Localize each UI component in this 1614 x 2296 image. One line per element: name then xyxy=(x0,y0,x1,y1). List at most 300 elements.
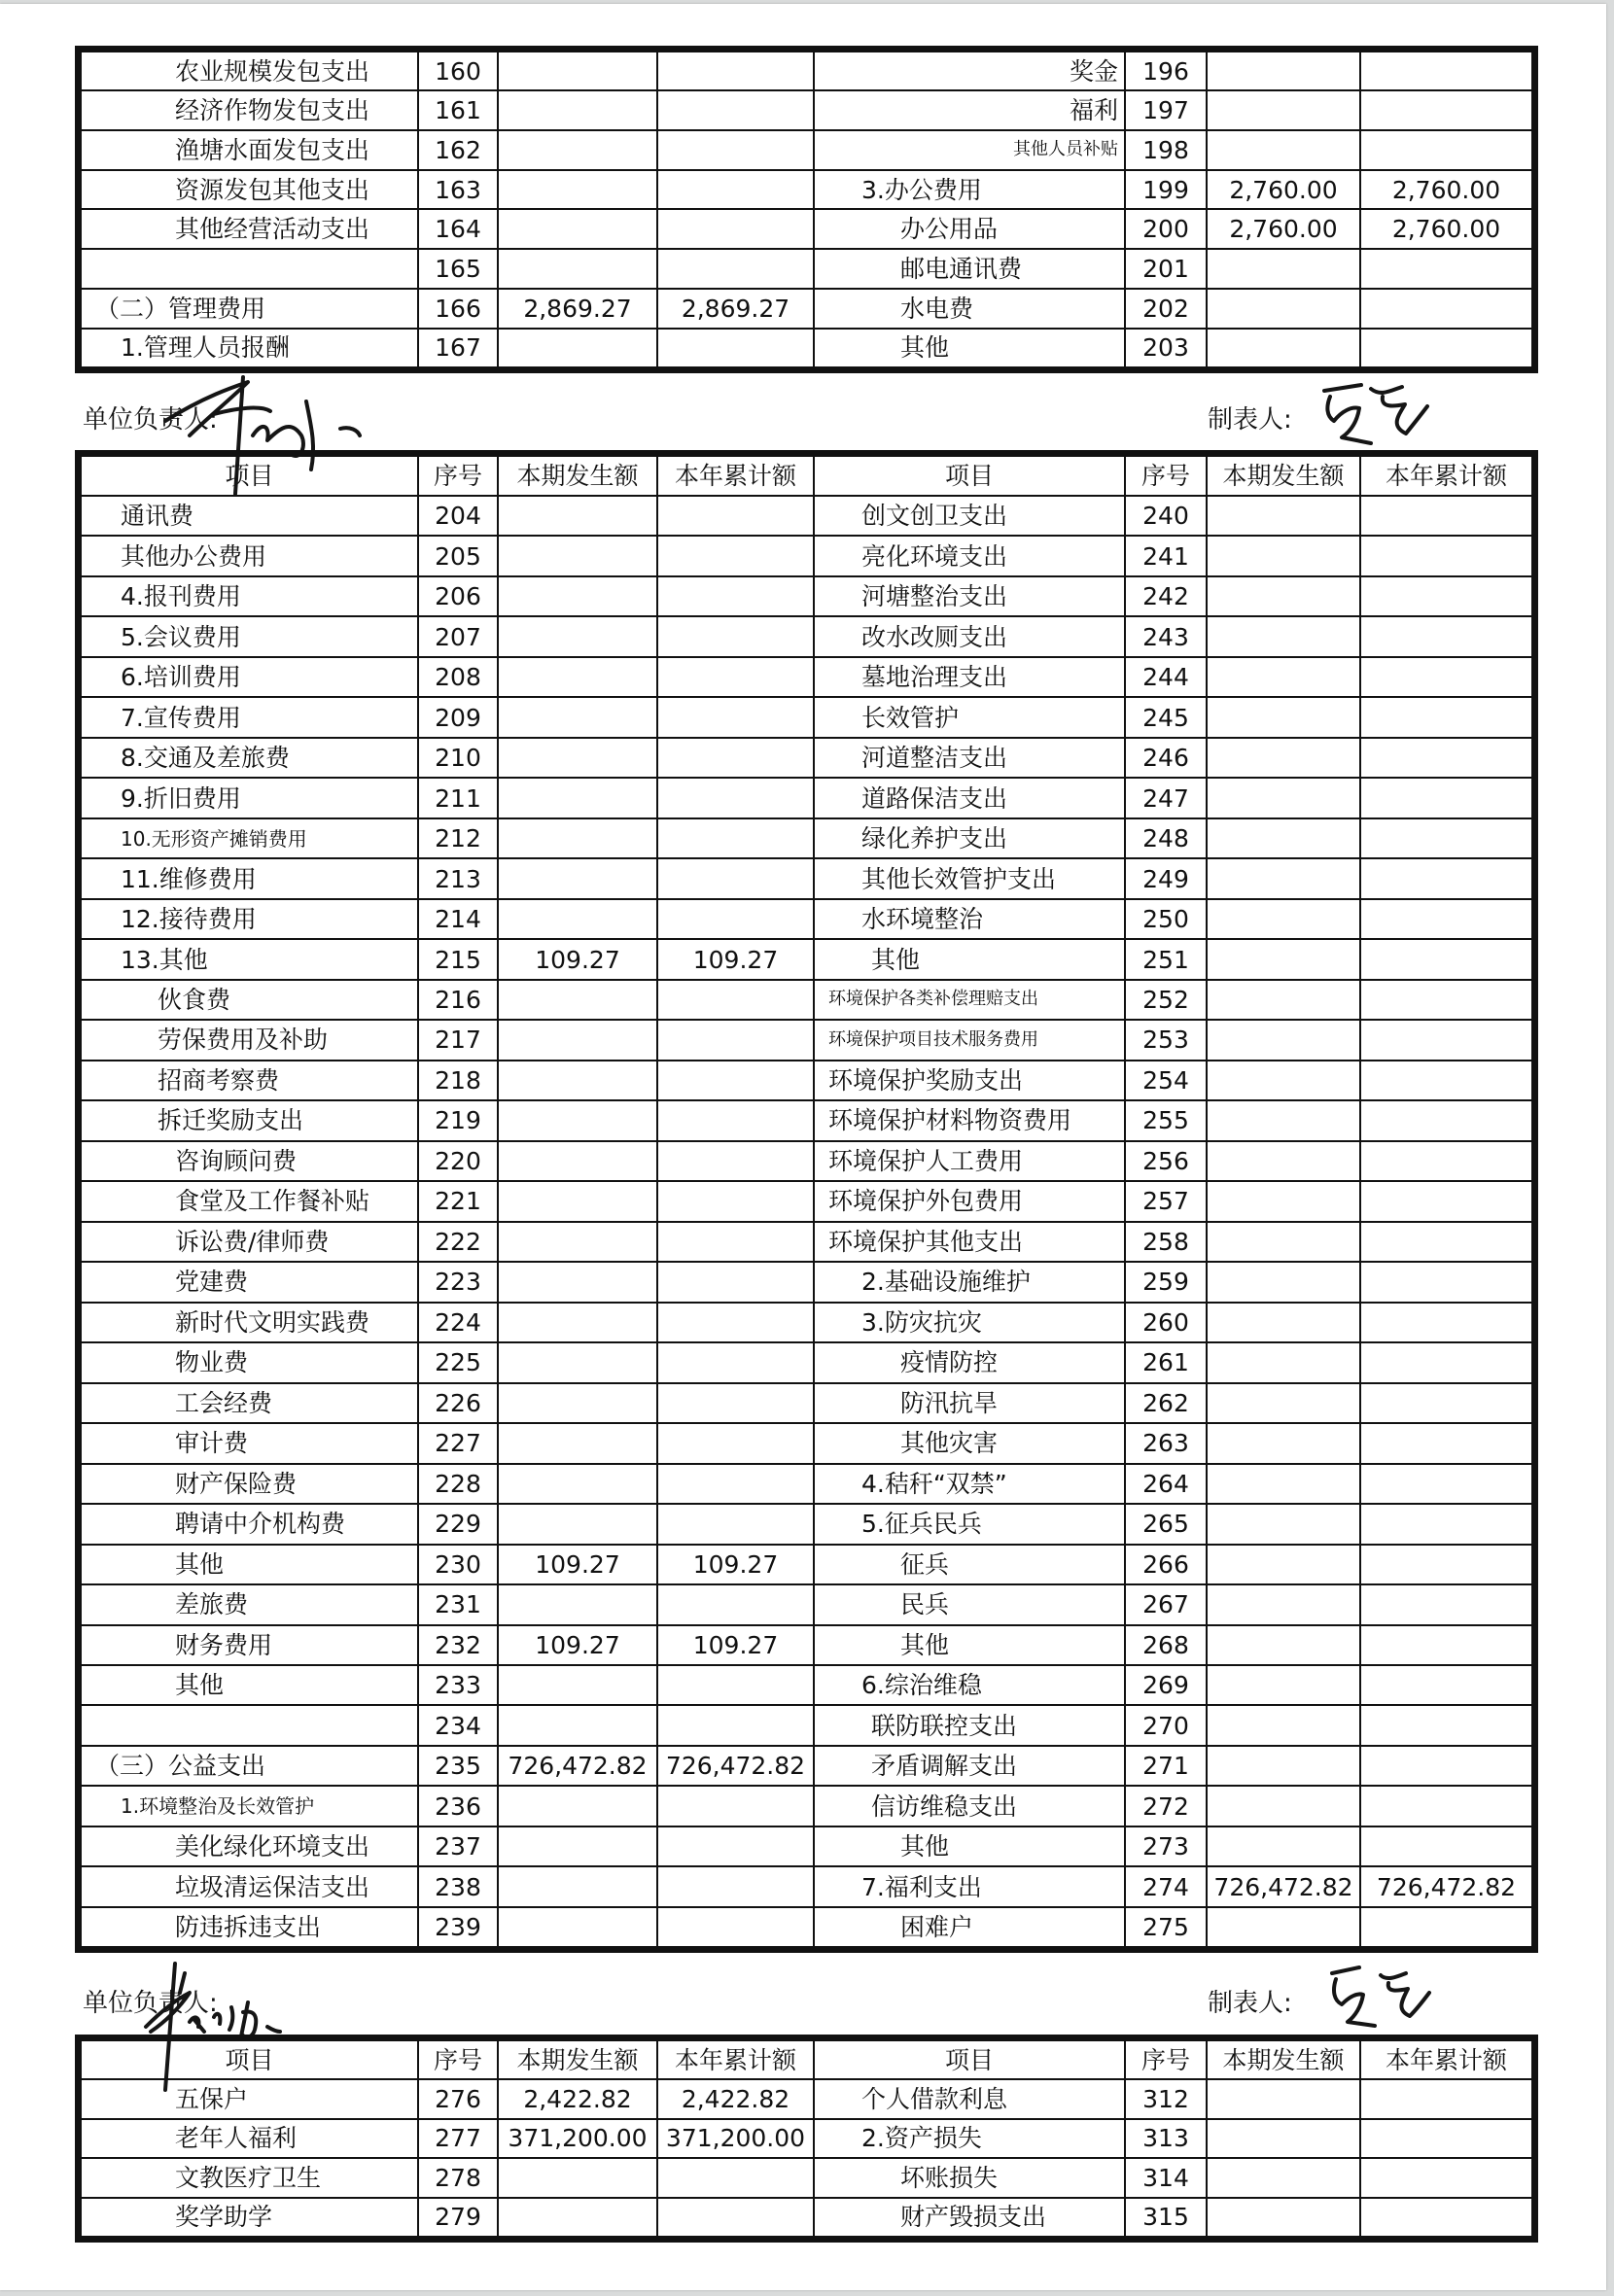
right-ytd-amount xyxy=(1360,249,1531,289)
left-ytd-amount xyxy=(657,576,814,616)
right-seq-number: 242 xyxy=(1125,576,1207,616)
right-seq-number: 259 xyxy=(1125,1262,1207,1302)
signature-row-1 xyxy=(75,385,1538,443)
left-item-label: 老年人福利 xyxy=(82,2119,418,2159)
unit-head-label: 单位负责人: xyxy=(83,405,218,435)
left-item-label: 资源发包其他支出 xyxy=(82,170,418,210)
left-current-amount xyxy=(498,1584,657,1624)
left-seq-number: 206 xyxy=(418,576,498,616)
right-ytd-amount xyxy=(1360,1584,1531,1624)
table-row xyxy=(82,858,1531,898)
column-header-item: 项目 xyxy=(814,457,1125,496)
header-row xyxy=(82,2041,1531,2079)
right-item-label: 环境保护各类补偿理赔支出 xyxy=(814,980,1125,1020)
expense-table-part-1 xyxy=(75,46,1538,373)
right-seq-number: 255 xyxy=(1125,1100,1207,1140)
right-current-amount xyxy=(1207,1303,1360,1342)
left-current-amount: 109.27 xyxy=(498,1545,657,1584)
column-header-current: 本期发生额 xyxy=(498,2041,657,2079)
left-ytd-amount: 2,869.27 xyxy=(657,289,814,329)
table-row xyxy=(82,899,1531,939)
column-header-ytd: 本年累计额 xyxy=(657,2041,814,2079)
right-current-amount xyxy=(1207,1181,1360,1221)
right-current-amount xyxy=(1207,1545,1360,1584)
left-ytd-amount xyxy=(657,1061,814,1100)
right-ytd-amount xyxy=(1360,1665,1531,1705)
right-ytd-amount xyxy=(1360,536,1531,575)
right-ytd-amount xyxy=(1360,329,1531,366)
column-header-item: 项目 xyxy=(814,2041,1125,2079)
right-item-label: 坏账损失 xyxy=(814,2158,1125,2198)
right-seq-number: 274 xyxy=(1125,1866,1207,1906)
left-ytd-amount xyxy=(657,1423,814,1463)
table-row xyxy=(82,1866,1531,1906)
left-current-amount xyxy=(498,2198,657,2236)
left-seq-number: 225 xyxy=(418,1342,498,1382)
left-item-label: 新时代文明实践费 xyxy=(82,1303,418,1342)
left-seq-number: 164 xyxy=(418,209,498,249)
right-seq-number: 196 xyxy=(1125,52,1207,90)
right-seq-number: 270 xyxy=(1125,1705,1207,1745)
right-seq-number: 200 xyxy=(1125,209,1207,249)
table-row xyxy=(82,2158,1531,2198)
left-ytd-amount xyxy=(657,1705,814,1745)
right-ytd-amount xyxy=(1360,2158,1531,2198)
right-ytd-amount xyxy=(1360,697,1531,737)
table-row xyxy=(82,1665,1531,1705)
left-item-label: 6.培训费用 xyxy=(82,657,418,697)
left-ytd-amount xyxy=(657,818,814,858)
left-current-amount xyxy=(498,1866,657,1906)
left-seq-number: 211 xyxy=(418,778,498,818)
left-ytd-amount xyxy=(657,1383,814,1423)
right-current-amount xyxy=(1207,329,1360,366)
left-seq-number: 209 xyxy=(418,697,498,737)
left-seq-number: 239 xyxy=(418,1907,498,1946)
left-item-label: 奖学助学 xyxy=(82,2198,418,2236)
right-ytd-amount xyxy=(1360,1625,1531,1665)
left-ytd-amount: 109.27 xyxy=(657,1545,814,1584)
right-current-amount xyxy=(1207,1020,1360,1060)
left-seq-number: 165 xyxy=(418,249,498,289)
left-current-amount xyxy=(498,2158,657,2198)
right-item-label: 3.办公费用 xyxy=(814,170,1125,210)
left-item-label: 财产保险费 xyxy=(82,1464,418,1504)
right-current-amount xyxy=(1207,289,1360,329)
left-current-amount xyxy=(498,1464,657,1504)
right-current-amount xyxy=(1207,90,1360,130)
left-item-label: 其他 xyxy=(82,1545,418,1584)
right-current-amount xyxy=(1207,1584,1360,1624)
right-seq-number: 243 xyxy=(1125,616,1207,656)
left-seq-number: 235 xyxy=(418,1746,498,1786)
right-ytd-amount xyxy=(1360,1705,1531,1745)
left-ytd-amount xyxy=(657,536,814,575)
right-ytd-amount xyxy=(1360,899,1531,939)
left-item-label: 党建费 xyxy=(82,1262,418,1302)
left-current-amount xyxy=(498,697,657,737)
table-row xyxy=(82,576,1531,616)
left-ytd-amount xyxy=(657,496,814,536)
left-ytd-amount: 2,422.82 xyxy=(657,2079,814,2119)
right-current-amount xyxy=(1207,899,1360,939)
left-current-amount xyxy=(498,1665,657,1705)
right-item-label: 河塘整治支出 xyxy=(814,576,1125,616)
left-ytd-amount: 109.27 xyxy=(657,1625,814,1665)
right-current-amount xyxy=(1207,858,1360,898)
left-seq-number: 229 xyxy=(418,1504,498,1544)
unit-head-label: 单位负责人: xyxy=(83,1989,218,2018)
left-ytd-amount xyxy=(657,130,814,170)
right-item-label: 矛盾调解支出 xyxy=(814,1746,1125,1786)
table-row xyxy=(82,1303,1531,1342)
table-row xyxy=(82,1020,1531,1060)
right-ytd-amount: 2,760.00 xyxy=(1360,170,1531,210)
right-seq-number: 201 xyxy=(1125,249,1207,289)
table-row xyxy=(82,249,1531,289)
left-seq-number: 166 xyxy=(418,289,498,329)
right-item-label: 水电费 xyxy=(814,289,1125,329)
right-ytd-amount xyxy=(1360,1383,1531,1423)
left-ytd-amount xyxy=(657,657,814,697)
table-row xyxy=(82,939,1531,979)
right-seq-number: 260 xyxy=(1125,1303,1207,1342)
right-seq-number: 244 xyxy=(1125,657,1207,697)
left-seq-number: 222 xyxy=(418,1222,498,1262)
left-ytd-amount: 109.27 xyxy=(657,939,814,979)
left-item-label: 诉讼费/律师费 xyxy=(82,1222,418,1262)
table-row xyxy=(82,1222,1531,1262)
table-row xyxy=(82,1786,1531,1826)
left-current-amount xyxy=(498,496,657,536)
left-seq-number: 279 xyxy=(418,2198,498,2236)
right-item-label: 6.综治维稳 xyxy=(814,1665,1125,1705)
right-ytd-amount xyxy=(1360,980,1531,1020)
right-seq-number: 240 xyxy=(1125,496,1207,536)
left-item-label: 5.会议费用 xyxy=(82,616,418,656)
left-seq-number: 232 xyxy=(418,1625,498,1665)
right-seq-number: 275 xyxy=(1125,1907,1207,1946)
left-seq-number: 213 xyxy=(418,858,498,898)
right-item-label: 7.福利支出 xyxy=(814,1866,1125,1906)
right-ytd-amount xyxy=(1360,1061,1531,1100)
left-item-label: 1.环境整治及长效管护 xyxy=(82,1786,418,1826)
preparer-label: 制表人: xyxy=(1208,1989,1292,2018)
right-current-amount xyxy=(1207,738,1360,778)
right-seq-number: 313 xyxy=(1125,2119,1207,2159)
left-seq-number: 231 xyxy=(418,1584,498,1624)
left-ytd-amount xyxy=(657,1100,814,1140)
column-header-current: 本期发生额 xyxy=(498,457,657,496)
column-header-current: 本期发生额 xyxy=(1207,2041,1360,2079)
left-ytd-amount xyxy=(657,1181,814,1221)
right-ytd-amount xyxy=(1360,1020,1531,1060)
left-current-amount xyxy=(498,1222,657,1262)
right-current-amount xyxy=(1207,1222,1360,1262)
left-ytd-amount xyxy=(657,1020,814,1060)
right-item-label: 环境保护材料物资费用 xyxy=(814,1100,1125,1140)
left-item-label: 聘请中介机构费 xyxy=(82,1504,418,1544)
table-row xyxy=(82,657,1531,697)
table-row xyxy=(82,1826,1531,1866)
right-current-amount xyxy=(1207,130,1360,170)
left-ytd-amount xyxy=(657,738,814,778)
right-ytd-amount xyxy=(1360,1342,1531,1382)
table-row xyxy=(82,1746,1531,1786)
right-seq-number: 198 xyxy=(1125,130,1207,170)
right-item-label: 信访维稳支出 xyxy=(814,1786,1125,1826)
table-row xyxy=(82,1504,1531,1544)
right-current-amount: 2,760.00 xyxy=(1207,209,1360,249)
right-seq-number: 246 xyxy=(1125,738,1207,778)
right-item-label: 联防联控支出 xyxy=(814,1705,1125,1745)
right-seq-number: 203 xyxy=(1125,329,1207,366)
right-current-amount xyxy=(1207,1826,1360,1866)
left-ytd-amount xyxy=(657,1826,814,1866)
right-item-label: 环境保护人工费用 xyxy=(814,1141,1125,1181)
left-current-amount: 2,869.27 xyxy=(498,289,657,329)
right-seq-number: 256 xyxy=(1125,1141,1207,1181)
right-current-amount xyxy=(1207,1141,1360,1181)
right-seq-number: 254 xyxy=(1125,1061,1207,1100)
left-ytd-amount xyxy=(657,616,814,656)
left-ytd-amount xyxy=(657,1464,814,1504)
right-current-amount xyxy=(1207,1383,1360,1423)
right-current-amount xyxy=(1207,818,1360,858)
left-current-amount: 109.27 xyxy=(498,1625,657,1665)
left-seq-number: 208 xyxy=(418,657,498,697)
right-current-amount xyxy=(1207,1061,1360,1100)
left-item-label: 1.管理人员报酬 xyxy=(82,329,418,366)
left-current-amount: 2,422.82 xyxy=(498,2079,657,2119)
right-current-amount xyxy=(1207,249,1360,289)
table-row xyxy=(82,697,1531,737)
right-item-label: 其他灾害 xyxy=(814,1423,1125,1463)
left-current-amount xyxy=(498,249,657,289)
left-item-label: 咨询顾问费 xyxy=(82,1141,418,1181)
left-ytd-amount xyxy=(657,1786,814,1826)
right-ytd-amount xyxy=(1360,1222,1531,1262)
left-seq-number: 214 xyxy=(418,899,498,939)
left-seq-number: 215 xyxy=(418,939,498,979)
right-item-label: 民兵 xyxy=(814,1584,1125,1624)
right-current-amount: 726,472.82 xyxy=(1207,1866,1360,1906)
expense-table-part-3 xyxy=(75,2035,1538,2243)
left-ytd-amount: 371,200.00 xyxy=(657,2119,814,2159)
right-item-label: 改水改厕支出 xyxy=(814,616,1125,656)
left-ytd-amount xyxy=(657,1141,814,1181)
left-item-label: 财务费用 xyxy=(82,1625,418,1665)
left-seq-number: 216 xyxy=(418,980,498,1020)
table-row xyxy=(82,616,1531,656)
right-item-label: 创文创卫支出 xyxy=(814,496,1125,536)
right-item-label: 奖金 xyxy=(814,52,1125,90)
left-ytd-amount xyxy=(657,1342,814,1382)
right-current-amount xyxy=(1207,496,1360,536)
right-seq-number: 269 xyxy=(1125,1665,1207,1705)
right-ytd-amount xyxy=(1360,1786,1531,1826)
right-item-label: 福利 xyxy=(814,90,1125,130)
right-seq-number: 262 xyxy=(1125,1383,1207,1423)
left-ytd-amount xyxy=(657,52,814,90)
right-ytd-amount xyxy=(1360,576,1531,616)
left-item-label: 物业费 xyxy=(82,1342,418,1382)
table-row xyxy=(82,209,1531,249)
left-seq-number: 212 xyxy=(418,818,498,858)
left-current-amount xyxy=(498,1100,657,1140)
left-ytd-amount xyxy=(657,90,814,130)
table-row xyxy=(82,1584,1531,1624)
left-seq-number: 236 xyxy=(418,1786,498,1826)
table-row xyxy=(82,818,1531,858)
left-item-label: 劳保费用及补助 xyxy=(82,1020,418,1060)
left-seq-number: 230 xyxy=(418,1545,498,1584)
left-item-label: 通讯费 xyxy=(82,496,418,536)
right-seq-number: 268 xyxy=(1125,1625,1207,1665)
right-ytd-amount xyxy=(1360,1464,1531,1504)
right-current-amount xyxy=(1207,576,1360,616)
table-row xyxy=(82,1705,1531,1745)
right-item-label: 道路保洁支出 xyxy=(814,778,1125,818)
left-item-label xyxy=(82,1705,418,1745)
right-current-amount xyxy=(1207,52,1360,90)
right-current-amount xyxy=(1207,939,1360,979)
right-seq-number: 272 xyxy=(1125,1786,1207,1826)
right-seq-number: 241 xyxy=(1125,536,1207,575)
right-current-amount xyxy=(1207,980,1360,1020)
left-seq-number: 205 xyxy=(418,536,498,575)
left-seq-number: 234 xyxy=(418,1705,498,1745)
table-row xyxy=(82,980,1531,1020)
right-ytd-amount xyxy=(1360,1907,1531,1946)
right-seq-number: 247 xyxy=(1125,778,1207,818)
right-seq-number: 266 xyxy=(1125,1545,1207,1584)
left-item-label: 防违拆违支出 xyxy=(82,1907,418,1946)
left-current-amount xyxy=(498,329,657,366)
right-seq-number: 265 xyxy=(1125,1504,1207,1544)
left-seq-number: 167 xyxy=(418,329,498,366)
column-header-seq: 序号 xyxy=(418,2041,498,2079)
column-header-ytd: 本年累计额 xyxy=(1360,2041,1531,2079)
right-current-amount xyxy=(1207,1262,1360,1302)
right-item-label: 征兵 xyxy=(814,1545,1125,1584)
left-item-label: 渔塘水面发包支出 xyxy=(82,130,418,170)
right-current-amount xyxy=(1207,697,1360,737)
right-current-amount xyxy=(1207,1907,1360,1946)
right-item-label: 河道整洁支出 xyxy=(814,738,1125,778)
left-current-amount xyxy=(498,130,657,170)
right-item-label: 财产毁损支出 xyxy=(814,2198,1125,2236)
table-row xyxy=(82,1545,1531,1584)
right-item-label: 环境保护奖励支出 xyxy=(814,1061,1125,1100)
right-ytd-amount xyxy=(1360,2119,1531,2159)
right-ytd-amount xyxy=(1360,657,1531,697)
right-seq-number: 267 xyxy=(1125,1584,1207,1624)
left-ytd-amount xyxy=(657,899,814,939)
left-item-label: 垃圾清运保洁支出 xyxy=(82,1866,418,1906)
left-ytd-amount xyxy=(657,778,814,818)
right-current-amount xyxy=(1207,2079,1360,2119)
table-row xyxy=(82,2079,1531,2119)
right-current-amount xyxy=(1207,657,1360,697)
right-item-label: 2.资产损失 xyxy=(814,2119,1125,2159)
column-header-seq: 序号 xyxy=(1125,2041,1207,2079)
left-item-label xyxy=(82,249,418,289)
left-seq-number: 237 xyxy=(418,1826,498,1866)
left-current-amount xyxy=(498,1907,657,1946)
left-ytd-amount xyxy=(657,1222,814,1262)
right-ytd-amount xyxy=(1360,858,1531,898)
table-row xyxy=(82,1383,1531,1423)
column-header-ytd: 本年累计额 xyxy=(1360,457,1531,496)
right-item-label: 墓地治理支出 xyxy=(814,657,1125,697)
left-ytd-amount: 726,472.82 xyxy=(657,1746,814,1786)
signature-row-2 xyxy=(75,1968,1538,2027)
left-current-amount xyxy=(498,1181,657,1221)
right-item-label: 其他 xyxy=(814,939,1125,979)
left-seq-number: 160 xyxy=(418,52,498,90)
left-item-label: 7.宣传费用 xyxy=(82,697,418,737)
left-item-label: 文教医疗卫生 xyxy=(82,2158,418,2198)
right-seq-number: 261 xyxy=(1125,1342,1207,1382)
left-ytd-amount xyxy=(657,1262,814,1302)
left-current-amount xyxy=(498,1303,657,1342)
left-current-amount: 109.27 xyxy=(498,939,657,979)
right-ytd-amount: 726,472.82 xyxy=(1360,1866,1531,1906)
left-current-amount xyxy=(498,657,657,697)
left-item-label: 伙食费 xyxy=(82,980,418,1020)
ledger-grid xyxy=(82,457,1531,1946)
expense-table-part-2 xyxy=(75,450,1538,1953)
right-seq-number: 253 xyxy=(1125,1020,1207,1060)
left-item-label: 12.接待费用 xyxy=(82,899,418,939)
left-seq-number: 207 xyxy=(418,616,498,656)
left-ytd-amount xyxy=(657,1665,814,1705)
left-seq-number: 210 xyxy=(418,738,498,778)
left-ytd-amount xyxy=(657,170,814,210)
left-seq-number: 217 xyxy=(418,1020,498,1060)
right-current-amount xyxy=(1207,2158,1360,2198)
right-ytd-amount xyxy=(1360,1303,1531,1342)
right-ytd-amount xyxy=(1360,1141,1531,1181)
table-row xyxy=(82,1907,1531,1946)
left-seq-number: 163 xyxy=(418,170,498,210)
table-row xyxy=(82,2198,1531,2236)
right-seq-number: 257 xyxy=(1125,1181,1207,1221)
right-ytd-amount xyxy=(1360,778,1531,818)
right-item-label: 3.防灾抗灾 xyxy=(814,1303,1125,1342)
right-seq-number: 312 xyxy=(1125,2079,1207,2119)
left-current-amount xyxy=(498,170,657,210)
right-item-label: 办公用品 xyxy=(814,209,1125,249)
right-item-label: 水环境整治 xyxy=(814,899,1125,939)
right-current-amount xyxy=(1207,1423,1360,1463)
table-row xyxy=(82,1181,1531,1221)
right-ytd-amount xyxy=(1360,2079,1531,2119)
left-current-amount xyxy=(498,1262,657,1302)
left-current-amount xyxy=(498,616,657,656)
right-ytd-amount xyxy=(1360,1100,1531,1140)
table-row xyxy=(82,1625,1531,1665)
left-ytd-amount xyxy=(657,1584,814,1624)
left-seq-number: 278 xyxy=(418,2158,498,2198)
right-ytd-amount xyxy=(1360,1262,1531,1302)
left-seq-number: 228 xyxy=(418,1464,498,1504)
left-seq-number: 220 xyxy=(418,1141,498,1181)
right-item-label: 困难户 xyxy=(814,1907,1125,1946)
left-ytd-amount xyxy=(657,1907,814,1946)
left-item-label: 其他 xyxy=(82,1665,418,1705)
